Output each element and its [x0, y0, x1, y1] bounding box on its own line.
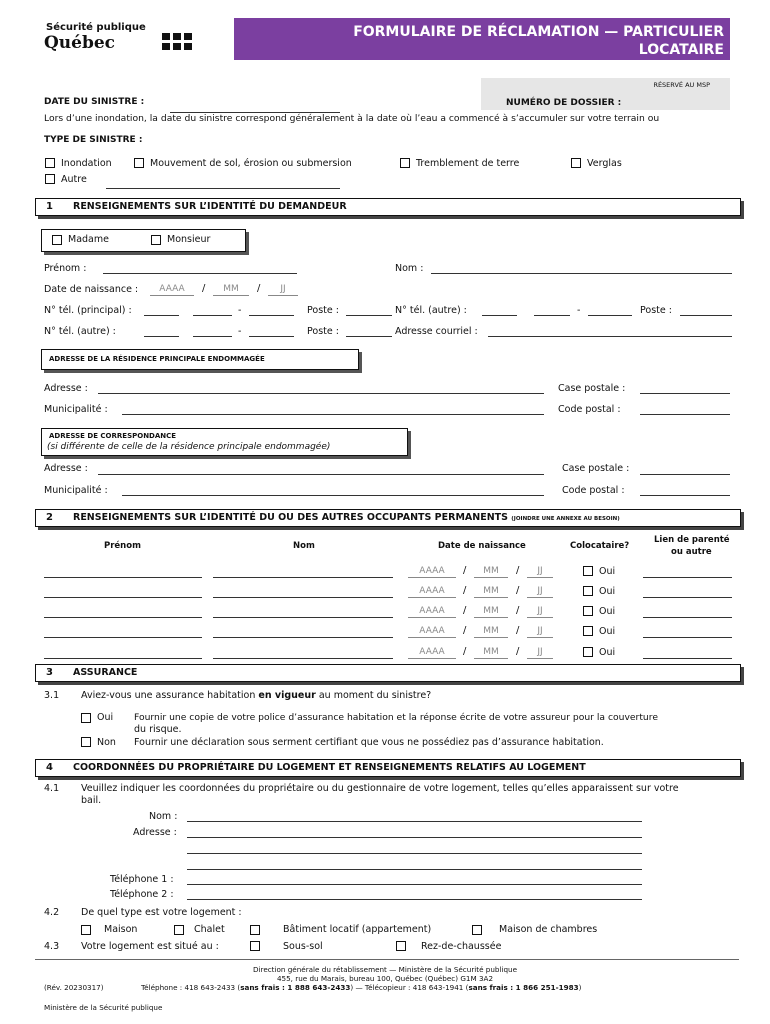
footer-ministere: Ministère de la Sécurité publique: [44, 1003, 163, 1012]
madame-label: Madame: [68, 234, 109, 245]
tel-autre2-number-field[interactable]: [249, 336, 294, 337]
form-title-line2: LOCATAIRE: [638, 42, 724, 58]
occupant-aaaa-field[interactable]: AAAA: [408, 646, 456, 659]
checkbox-madame[interactable]: [52, 235, 62, 245]
assurance-non-text: Fournir une déclaration sous serment certifiant que vous ne possédiez pas d’assurance habitation.: [134, 737, 604, 748]
reserved-label: RÉSERVÉ AU MSP: [653, 81, 710, 89]
checkbox-chambres[interactable]: [472, 925, 482, 935]
occupant-slash-1: /: [463, 625, 467, 636]
tel-autre-prefix-field[interactable]: [534, 315, 570, 316]
form-title-banner: [234, 18, 730, 60]
footer-tel-bold: sans frais : 1 888 643-2433: [240, 983, 351, 992]
tel-principal-label: N° tél. (principal) :: [44, 305, 132, 316]
occupant-jj-field[interactable]: JJ: [527, 625, 553, 638]
poste2-label: Poste :: [307, 326, 339, 337]
occupant-aaaa-field[interactable]: AAAA: [408, 605, 456, 618]
checkbox-maison[interactable]: [81, 925, 91, 935]
poste-autre-label: Poste :: [640, 305, 672, 316]
naissance-label: Date de naissance :: [44, 284, 139, 295]
q43-number: 4.3: [44, 941, 60, 952]
footer-contact: [141, 983, 581, 992]
q31-text-bold: en vigueur: [258, 690, 316, 701]
checkbox-monsieur[interactable]: [151, 235, 161, 245]
assurance-oui-text-1: Fournir une copie de votre police d’assurance habitation et la réponse écrite de votre assureur pour la couverture: [134, 712, 658, 723]
chambres-label: Maison de chambres: [499, 924, 598, 935]
tel-autre2-label: N° tél. (autre) :: [44, 326, 116, 337]
occupant-slash-2: /: [516, 605, 520, 616]
tel-principal-number-field[interactable]: [249, 315, 294, 316]
nom-field[interactable]: [431, 273, 732, 274]
footer-divider: [35, 959, 739, 960]
occupant-oui-label: Oui: [599, 626, 616, 637]
tel-autre-number-field[interactable]: [588, 315, 632, 316]
col-naissance-header: Date de naissance: [438, 541, 526, 551]
footer-revision: (Rév. 20230317): [44, 983, 104, 992]
correspondance-box: [41, 428, 408, 456]
occupant-lien-field[interactable]: [643, 617, 732, 618]
checkbox-assurance-non[interactable]: [81, 737, 91, 747]
q41-text-1: Veuillez indiquer les coordonnées du propriétaire ou du gestionnaire de votre logement, telles qu’elles apparaissent sur votre: [81, 783, 679, 794]
occupant-row: [0, 645, 770, 663]
form-title-line1: FORMULAIRE DE RÉCLAMATION — PARTICULIER: [353, 24, 724, 40]
checkbox-mouvement[interactable]: [134, 158, 144, 168]
occupant-oui-label: Oui: [599, 586, 616, 597]
occupant-mm-field[interactable]: MM: [474, 625, 508, 638]
occupant-mm-field[interactable]: MM: [474, 565, 508, 578]
proprio-adresse-label: Adresse :: [133, 827, 177, 838]
checkbox-chalet[interactable]: [174, 925, 184, 935]
section-4-number: 4: [46, 762, 53, 773]
occupant-nom-field[interactable]: [213, 597, 393, 598]
proprio-nom-field[interactable]: [187, 821, 642, 822]
col-nom-header: Nom: [293, 541, 315, 551]
q31-number: 3.1: [44, 690, 60, 701]
q41-number: 4.1: [44, 783, 60, 794]
checkbox-inondation[interactable]: [45, 158, 55, 168]
section-2-number: 2: [46, 512, 53, 523]
date-note: Lors d’une inondation, la date du sinistre correspond généralement à la date où l’eau a commencé à s’accumuler sur votre terrain ou: [44, 113, 660, 124]
type-sinistre-label: TYPE DE SINISTRE :: [44, 135, 143, 145]
corr-case-postale-field[interactable]: [640, 474, 730, 475]
adresse-label: Adresse :: [44, 383, 88, 394]
type-tremblement-label: Tremblement de terre: [416, 158, 520, 169]
occupant-slash-1: /: [463, 646, 467, 657]
occupant-aaaa-field[interactable]: AAAA: [408, 625, 456, 638]
correspondance-box-note: (si différente de celle de la résidence principale endommagée): [47, 442, 331, 452]
occupant-aaaa-field[interactable]: AAAA: [408, 585, 456, 598]
proprio-nom-label: Nom :: [149, 811, 178, 822]
courriel-label: Adresse courriel :: [395, 326, 478, 337]
residence-box: [41, 349, 359, 370]
occupant-colocataire-checkbox[interactable]: [583, 606, 593, 616]
proprio-adresse-field-3[interactable]: [187, 869, 642, 870]
corr-municipalite-label: Municipalité :: [44, 485, 108, 496]
footer-tel-end: ): [578, 983, 582, 992]
naissance-slash-1: /: [202, 283, 206, 294]
occupant-row: [0, 584, 770, 602]
occupant-row: [0, 604, 770, 622]
dossier-label: NUMÉRO DE DOSSIER :: [506, 98, 622, 108]
occupant-aaaa-field[interactable]: AAAA: [408, 565, 456, 578]
tel-autre2-area-field[interactable]: [144, 336, 179, 337]
occupant-lien-field[interactable]: [643, 597, 732, 598]
section-2-title-note: (JOINDRE UNE ANNEXE AU BESOIN): [511, 516, 620, 522]
naissance-mm-field[interactable]: MM: [213, 283, 249, 296]
sous-sol-label: Sous-sol: [283, 941, 323, 952]
proprio-adresse-field-1[interactable]: [187, 837, 642, 838]
occupant-slash-1: /: [463, 565, 467, 576]
poste-label: Poste :: [307, 305, 339, 316]
corr-case-postale-label: Case postale :: [562, 463, 630, 474]
occupant-slash-2: /: [516, 625, 520, 636]
logo-line2: Québec: [44, 33, 116, 53]
occupant-colocataire-checkbox[interactable]: [583, 626, 593, 636]
occupant-jj-field[interactable]: JJ: [527, 565, 553, 578]
col-lien-header-1: Lien de parenté: [654, 535, 730, 545]
q43-text: Votre logement est situé au :: [81, 941, 219, 952]
occupant-slash-2: /: [516, 646, 520, 657]
col-colocataire-header: Colocataire?: [570, 541, 630, 551]
tel-autre2-prefix-field[interactable]: [193, 336, 232, 337]
occupant-mm-field[interactable]: MM: [474, 585, 508, 598]
occupant-slash-2: /: [516, 585, 520, 596]
section-2-title: [73, 512, 620, 523]
naissance-slash-2: /: [257, 283, 261, 294]
q41-text-2: bail.: [81, 795, 102, 806]
checkbox-autre[interactable]: [45, 174, 55, 184]
prenom-field[interactable]: [103, 273, 297, 274]
occupant-colocataire-checkbox[interactable]: [583, 586, 593, 596]
section-3-number: 3: [46, 667, 53, 678]
q31-text-pre: Aviez-vous une assurance habitation: [81, 690, 259, 701]
occupant-nom-field[interactable]: [213, 577, 393, 578]
fleurdelise-icon: [162, 33, 192, 51]
occupant-row: [0, 624, 770, 642]
section-4-title: COORDONNÉES DU PROPRIÉTAIRE DU LOGEMENT ET RENSEIGNEMENTS RELATIFS AU LOGEMENT: [73, 762, 586, 773]
tel-principal-prefix-field[interactable]: [193, 315, 232, 316]
tel-principal-dash: -: [238, 305, 242, 316]
occupant-lien-field[interactable]: [643, 577, 732, 578]
tel-autre-dash: -: [577, 305, 581, 316]
assurance-non-label: Non: [97, 737, 116, 748]
naissance-aaaa-field[interactable]: AAAA: [150, 283, 194, 296]
civilite-box: [41, 229, 246, 252]
section-1-header: [35, 198, 741, 216]
occupant-mm-field[interactable]: MM: [474, 605, 508, 618]
autre-field[interactable]: [106, 188, 340, 189]
adresse-field[interactable]: [98, 393, 544, 394]
q31-text-post: au moment du sinistre?: [315, 690, 432, 701]
occupant-prenom-field[interactable]: [44, 597, 202, 598]
occupant-colocataire-checkbox[interactable]: [583, 566, 593, 576]
footer-fax-bold: sans frais : 1 866 251-1983: [468, 983, 579, 992]
occupant-jj-field[interactable]: JJ: [527, 605, 553, 618]
chalet-label: Chalet: [194, 924, 225, 935]
date-sinistre-label: DATE DU SINISTRE :: [44, 97, 145, 107]
type-inondation-label: Inondation: [61, 158, 112, 169]
occupant-nom-field[interactable]: [213, 617, 393, 618]
footer-line2: 455, rue du Marais, bureau 100, Québec (Québec) G1M 3A2: [276, 974, 494, 983]
occupant-oui-label: Oui: [599, 606, 616, 617]
q42-number: 4.2: [44, 907, 60, 918]
reserved-box: [481, 78, 730, 110]
section-1-title: RENSEIGNEMENTS SUR L’IDENTITÉ DU DEMANDEUR: [73, 201, 347, 212]
batiment-label: Bâtiment locatif (appartement): [283, 924, 432, 935]
poste2-field[interactable]: [346, 336, 392, 337]
corr-code-postal-label: Code postal :: [562, 485, 625, 496]
maison-label: Maison: [104, 924, 138, 935]
correspondance-box-title: ADRESSE DE CORRESPONDANCE: [49, 432, 177, 440]
occupant-prenom-field[interactable]: [44, 658, 202, 659]
occupant-nom-field[interactable]: [213, 637, 393, 638]
proprio-tel2-field[interactable]: [187, 899, 642, 900]
occupant-slash-2: /: [516, 565, 520, 576]
monsieur-label: Monsieur: [167, 234, 211, 245]
occupant-nom-field[interactable]: [213, 658, 393, 659]
checkbox-batiment[interactable]: [250, 925, 260, 935]
type-mouvement-label: Mouvement de sol, érosion ou submersion: [150, 158, 352, 169]
occupant-mm-field[interactable]: MM: [474, 646, 508, 659]
q42-text: De quel type est votre logement :: [81, 907, 242, 918]
occupant-row: [0, 564, 770, 582]
tel-autre-label: N° tél. (autre) :: [395, 305, 467, 316]
occupant-prenom-field[interactable]: [44, 637, 202, 638]
occupant-colocataire-checkbox[interactable]: [583, 647, 593, 657]
checkbox-rez[interactable]: [396, 941, 406, 951]
occupant-slash-1: /: [463, 585, 467, 596]
type-autre-label: Autre: [61, 174, 87, 185]
logo: [44, 22, 204, 56]
tel-autre-area-field[interactable]: [482, 315, 517, 316]
municipalite-field[interactable]: [122, 414, 544, 415]
type-verglas-label: Verglas: [587, 158, 622, 169]
col-lien-header-2: ou autre: [671, 547, 712, 557]
corr-adresse-field[interactable]: [98, 474, 544, 475]
rez-label: Rez-de-chaussée: [421, 941, 502, 952]
section-4-header: [35, 759, 741, 777]
case-postale-label: Case postale :: [558, 383, 626, 394]
case-postale-field[interactable]: [640, 393, 730, 394]
poste-autre-field[interactable]: [680, 315, 732, 316]
occupant-prenom-field[interactable]: [44, 577, 202, 578]
occupant-oui-label: Oui: [599, 647, 616, 658]
naissance-jj-field[interactable]: JJ: [268, 283, 298, 296]
footer-line1: Direction générale du rétablissement — Ministère de la Sécurité publique: [252, 965, 518, 974]
q31-text: [81, 690, 431, 701]
occupant-jj-field[interactable]: JJ: [527, 585, 553, 598]
occupant-lien-field[interactable]: [643, 637, 732, 638]
prenom-label: Prénom :: [44, 263, 87, 274]
corr-adresse-label: Adresse :: [44, 463, 88, 474]
code-postal-label: Code postal :: [558, 404, 621, 415]
nom-label: Nom :: [395, 263, 424, 274]
proprio-tel1-field[interactable]: [187, 884, 642, 885]
occupant-oui-label: Oui: [599, 566, 616, 577]
assurance-oui-label: Oui: [97, 712, 114, 723]
col-prenom-header: Prénom: [104, 541, 141, 551]
section-2-header: [35, 509, 741, 527]
occupant-prenom-field[interactable]: [44, 617, 202, 618]
proprio-tel1-label: Téléphone 1 :: [110, 874, 174, 885]
checkbox-tremblement[interactable]: [400, 158, 410, 168]
proprio-adresse-field-2[interactable]: [187, 853, 642, 854]
occupant-slash-1: /: [463, 605, 467, 616]
code-postal-field[interactable]: [640, 414, 730, 415]
section-3-title: ASSURANCE: [73, 667, 138, 678]
logo-line1: Sécurité publique: [46, 22, 146, 33]
assurance-oui-text-2: du risque.: [134, 724, 182, 735]
section-1-number: 1: [46, 201, 53, 212]
poste-field[interactable]: [346, 315, 392, 316]
checkbox-verglas[interactable]: [571, 158, 581, 168]
checkbox-sous-sol[interactable]: [250, 941, 260, 951]
tel-autre2-dash: -: [238, 326, 242, 337]
checkbox-assurance-oui[interactable]: [81, 713, 91, 723]
footer-tel-pre: Téléphone : 418 643-2433 (: [141, 983, 241, 992]
municipalite-label: Municipalité :: [44, 404, 108, 415]
tel-principal-area-field[interactable]: [144, 315, 179, 316]
corr-code-postal-field[interactable]: [640, 495, 730, 496]
residence-box-title: ADRESSE DE LA RÉSIDENCE PRINCIPALE ENDOMMAGÉE: [49, 355, 265, 363]
occupant-lien-field[interactable]: [643, 658, 732, 659]
proprio-tel2-label: Téléphone 2 :: [110, 889, 174, 900]
courriel-field[interactable]: [488, 336, 732, 337]
section-3-header: [35, 664, 741, 682]
occupant-jj-field[interactable]: JJ: [527, 646, 553, 659]
corr-municipalite-field[interactable]: [122, 495, 544, 496]
section-2-title-main: RENSEIGNEMENTS SUR L’IDENTITÉ DU OU DES AUTRES OCCUPANTS PERMANENTS: [73, 512, 508, 523]
footer-tel-mid: ) — Télécopieur : 418 643-1941 (: [350, 983, 469, 992]
